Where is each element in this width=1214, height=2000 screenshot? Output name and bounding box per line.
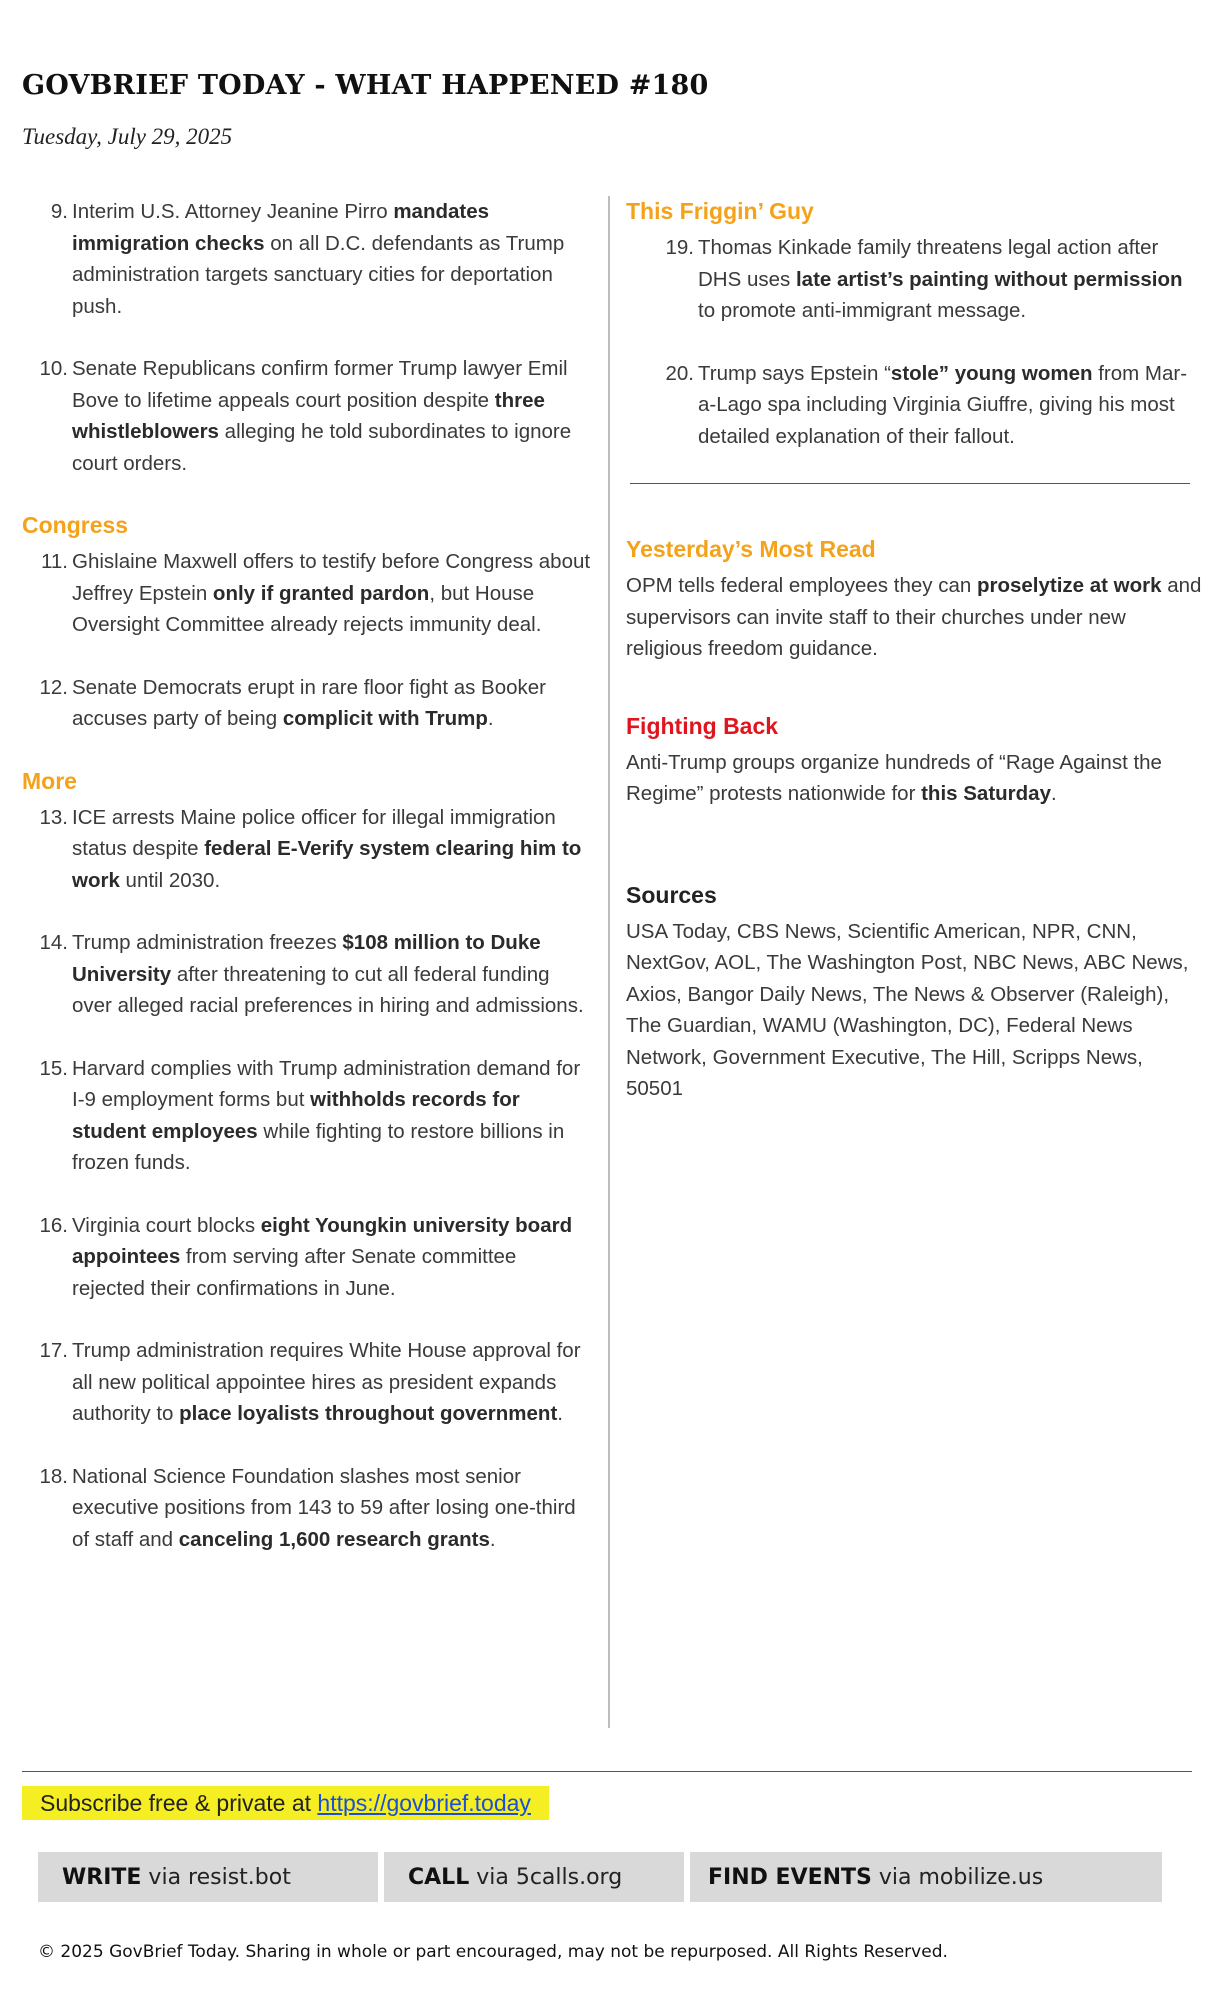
left-column [22, 196, 592, 1586]
emphasis-text: federal E-Verify system clearing him to work [72, 837, 582, 892]
item-number: 19. [665, 236, 694, 259]
item-text [72, 550, 590, 636]
emphasis-text: three whistleblowers [72, 388, 545, 443]
body-text: . [1050, 782, 1057, 805]
body-text: and supervisors can invite staff to their churches under new religious freedom guidance. [626, 574, 1202, 660]
section-heading-more: More [22, 767, 77, 794]
action-verb: WRITE [62, 1865, 142, 1890]
section-heading-congress: Congress [22, 512, 129, 538]
news-item [22, 927, 592, 1022]
action-bar [38, 1852, 1162, 1902]
body-text: Interim U.S. Attorney Jeanine Pirro [72, 200, 394, 223]
item-text [72, 806, 581, 892]
body-text: Harvard complies with Trump administration demand for I-9 employment forms but [72, 1056, 581, 1111]
section-heading-fighting-back: Fighting Back [626, 712, 779, 739]
emphasis-text: this Saturday [921, 782, 1051, 805]
news-item [22, 546, 592, 641]
item-text [72, 1465, 576, 1551]
body-text: after threatening to cut all federal funding over alleged racial preferences in hiring and admissions. [72, 962, 584, 1017]
body-text: Thomas Kinkade family threatens legal action after DHS uses [698, 236, 1159, 291]
body-text: on all D.C. defendants as Trump administration targets sanctuary cities for deportation push. [72, 231, 565, 318]
action-verb: CALL [408, 1865, 470, 1890]
body-text: . [487, 707, 494, 730]
section-heading-most-read: Yesterday’s Most Read [626, 536, 876, 562]
subscribe-link[interactable]: https://govbrief.today [317, 1790, 531, 1816]
item-number: 18. [39, 1464, 68, 1488]
item-number: 9. [50, 200, 68, 223]
emphasis-text: canceling 1,600 research grants [178, 1527, 490, 1551]
item-list-top [22, 196, 592, 479]
item-number: 16. [39, 1213, 68, 1237]
most-read-text [626, 570, 1204, 665]
action-verb: FIND EVENTS [708, 1865, 872, 1890]
sources-text: USA Today, CBS News, Scientific American, NPR, CNN, NextGov, AOL, The Washington Post, NBC News, ABC News, Axios, Bangor Daily News, The News & Observer (Raleigh), The Guardian, WAMU (Washington, DC), Federal News Network, Government Executive, The Hill, Scripps News, 50501 [626, 919, 1189, 1100]
body-text: Trump administration requires White House approval for all new political appointee hires as president expands authority to [72, 1339, 581, 1425]
body-text: Trump administration freezes [72, 931, 343, 954]
item-number: 14. [39, 931, 68, 954]
body-text: OPM tells federal employees they can [626, 574, 977, 597]
section-heading-sources: Sources [626, 881, 717, 908]
item-text [72, 357, 571, 475]
item-list-friggin-guy [626, 232, 1204, 452]
body-text: Senate Republicans confirm former Trump lawyer Emil Bove to lifetime appeals court position despite [72, 357, 568, 412]
item-text [72, 1339, 581, 1425]
news-item [626, 358, 1204, 453]
page-title: GOVBRIEF TODAY - WHAT HAPPENED #180 [22, 70, 709, 101]
column-divider [608, 196, 610, 1728]
item-list-congress [22, 546, 592, 735]
body-text: from Mar-a-Lago spa including Virginia Giuffre, giving his most detailed explanation of their fallout. [698, 361, 1188, 448]
news-item [22, 1461, 592, 1556]
body-text: Senate Democrats erupt in rare floor fight as Booker accuses party of being [72, 675, 547, 730]
action-target: via resist.bot [141, 1865, 291, 1890]
item-number: 17. [39, 1339, 68, 1362]
body-text: National Science Foundation slashes most senior executive positions from 143 to 59 after losing one-third of staff and [72, 1464, 576, 1551]
item-number: 11. [41, 550, 68, 573]
news-item [22, 1210, 592, 1305]
item-text [72, 200, 564, 318]
item-text [698, 362, 1187, 448]
copyright-footer: © 2025 GovBrief Today. Sharing in whole or part encouraged, may not be repurposed. All Rights Reserved. [38, 1942, 948, 1962]
body-text: Ghislaine Maxwell offers to testify before Congress about Jeffrey Epstein [72, 550, 591, 605]
emphasis-text: late artist’s painting without permission [795, 267, 1183, 291]
footer-divider [22, 1771, 1192, 1772]
body-text: until 2030. [119, 868, 221, 892]
item-list-more [22, 802, 592, 1556]
news-item [626, 232, 1204, 327]
find-events-action-button[interactable] [690, 1852, 1162, 1902]
item-number: 15. [39, 1056, 68, 1080]
emphasis-text: eight Youngkin university board appointees [72, 1213, 573, 1268]
news-item [22, 1053, 592, 1179]
fighting-back-text [626, 747, 1204, 810]
news-item [22, 802, 592, 897]
subscribe-banner [22, 1786, 549, 1820]
item-text [72, 1057, 580, 1175]
body-text: . [489, 1527, 496, 1551]
item-text [698, 236, 1183, 322]
emphasis-text: mandates immigration checks [72, 200, 490, 255]
news-item [22, 196, 592, 322]
issue-date: Tuesday, July 29, 2025 [22, 124, 233, 149]
section-divider [630, 483, 1190, 484]
body-text: to promote anti-immigrant message. [698, 299, 1027, 322]
body-text: Anti-Trump groups organize hundreds of “Rage Against the Regime” protests nationwide for [626, 750, 1162, 805]
section-heading-friggin-guy: This Friggin’ Guy [626, 198, 814, 224]
body-text: ICE arrests Maine police officer for illegal immigration status despite [72, 805, 556, 860]
call-action-button[interactable] [384, 1852, 684, 1902]
body-text: Virginia court blocks [72, 1213, 261, 1237]
body-text: , but House Oversight Committee already rejects immunity deal. [72, 581, 542, 636]
item-number: 12. [39, 675, 68, 699]
news-item [22, 672, 592, 735]
action-target: via mobilize.us [871, 1865, 1044, 1890]
body-text: from serving after Senate committee rejected their confirmations in June. [72, 1245, 517, 1300]
emphasis-text: place loyalists throughout government [179, 1402, 558, 1425]
news-item [22, 353, 592, 479]
item-number: 10. [39, 357, 68, 380]
emphasis-text: stole” young women [890, 361, 1093, 385]
body-text: . [557, 1402, 563, 1425]
emphasis-text: complicit with Trump [282, 707, 488, 730]
body-text: Trump says Epstein “ [698, 361, 891, 385]
action-target: via 5calls.org [469, 1865, 623, 1890]
news-item [22, 1335, 592, 1430]
item-number: 20. [665, 361, 694, 385]
right-column [626, 196, 1204, 1105]
emphasis-text: only if granted pardon [212, 581, 430, 605]
emphasis-text: withholds records for student employees [72, 1088, 520, 1143]
item-text [72, 676, 546, 731]
emphasis-text: proselytize at work [976, 574, 1162, 597]
write-action-button[interactable] [38, 1852, 378, 1902]
subscribe-label: Subscribe free & private at [40, 1790, 318, 1816]
body-text: alleging he told subordinates to ignore court orders. [72, 420, 572, 475]
item-text [72, 931, 584, 1017]
emphasis-text: $108 million to Duke University [72, 931, 541, 986]
item-number: 13. [39, 805, 68, 829]
item-text [72, 1214, 572, 1300]
body-text: while fighting to restore billions in frozen funds. [72, 1119, 565, 1174]
